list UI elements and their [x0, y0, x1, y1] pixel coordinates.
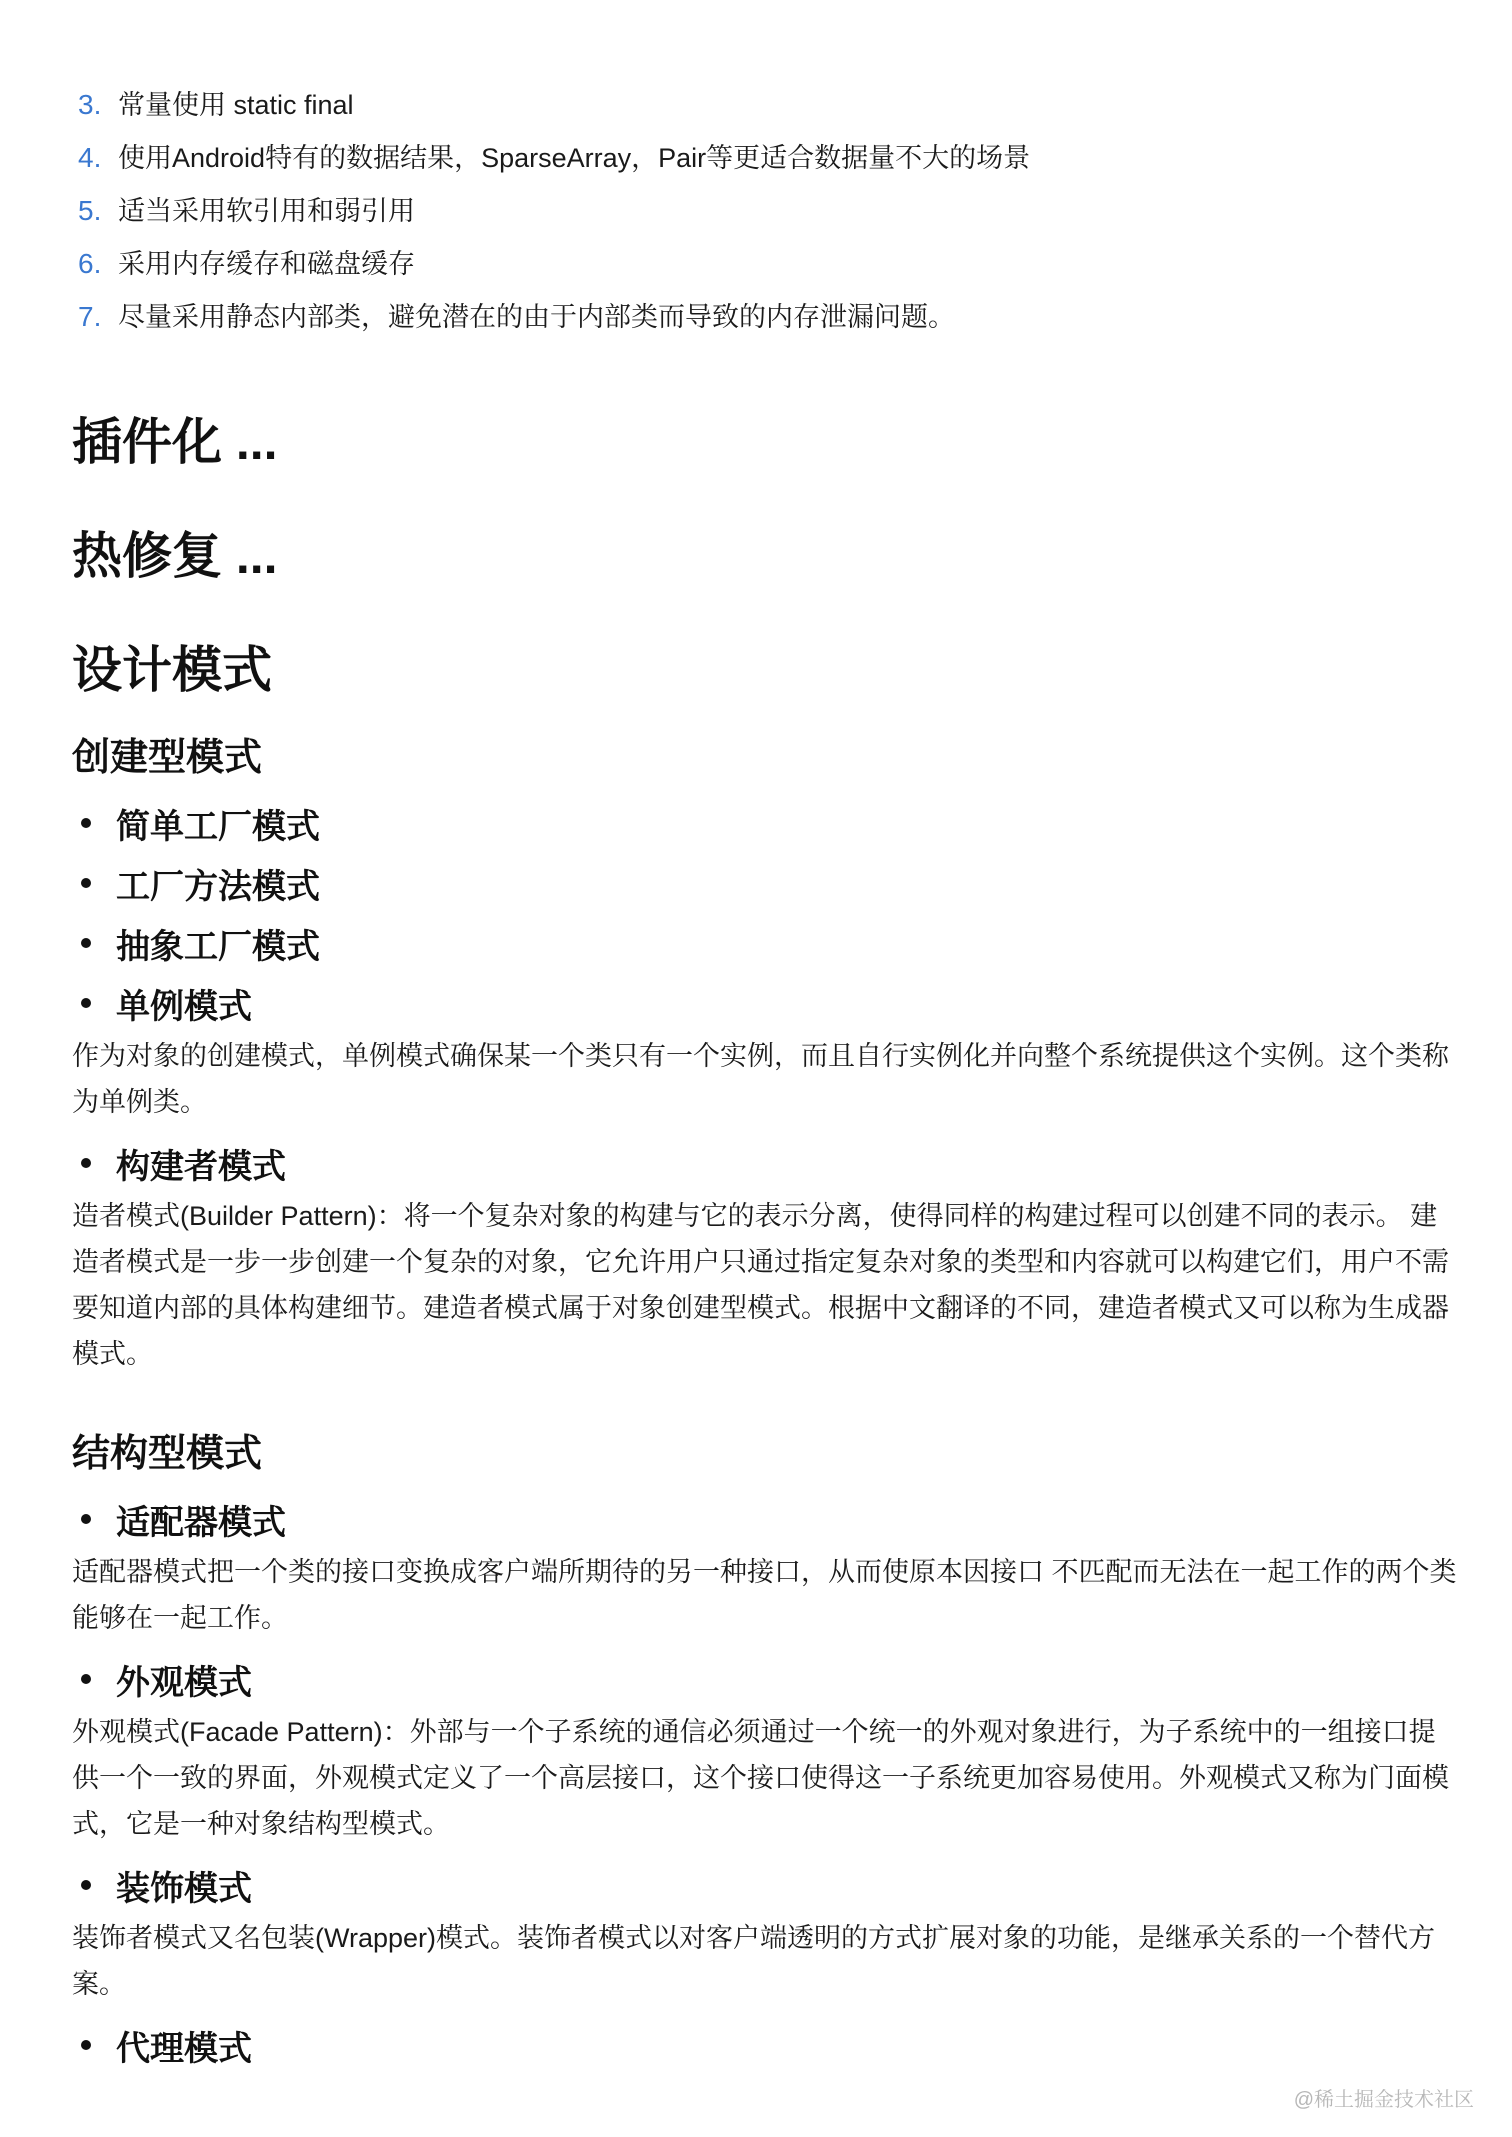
bullet-builder	[72, 1133, 1452, 1193]
list-text: 适当采用软引用和弱引用	[118, 196, 415, 226]
bullet-dot	[81, 818, 91, 828]
bullet-abstract-factory	[72, 913, 1452, 973]
list-item	[72, 184, 1452, 237]
list-text: 采用内存缓存和磁盘缓存	[118, 249, 415, 279]
bullet-simple-factory	[72, 793, 1452, 853]
paragraph-line: 适配器模式把一个类的接口变换成客户端所期待的另一种接口，从而使原本因接口 不匹配而无法在一起工作的两个类	[72, 1557, 1457, 1587]
heading-creational: 创建型模式	[72, 737, 263, 779]
heading-design-patterns: 设计模式	[72, 642, 272, 698]
bullet-singleton	[72, 973, 1452, 1033]
heading-hotfix: 热修复 ...	[72, 528, 278, 584]
paragraph-line: 造者模式是一步一步创建一个复杂的对象，它允许用户只通过指定复杂对象的类型和内容就可以构建它们，用户不需	[72, 1247, 1449, 1277]
ordered-list	[72, 78, 1452, 343]
list-number: 7.	[78, 301, 102, 332]
heading-plugin: 插件化 ...	[72, 414, 278, 470]
bullet-facade	[72, 1649, 1452, 1709]
bullet-dot	[81, 1674, 91, 1684]
bullet-dot	[81, 998, 91, 1008]
bullet-dot	[81, 1514, 91, 1524]
bullet-label: 外观模式	[116, 1663, 252, 1702]
paragraph-builder	[72, 1193, 1452, 1377]
paragraph-line: 外观模式(Facade Pattern)：外部与一个子系统的通信必须通过一个统一的外观对象进行，为子系统中的一组接口提	[72, 1717, 1436, 1747]
bullet-label: 装饰模式	[116, 1869, 252, 1908]
list-item	[72, 78, 1452, 131]
paragraph-line: 作为对象的创建模式，单例模式确保某一个类只有一个实例，而且自行实例化并向整个系统提供这个实例。这个类称	[72, 1041, 1449, 1071]
bullet-label: 构建者模式	[116, 1147, 286, 1186]
paragraph-line: 供一个一致的界面，外观模式定义了一个高层接口，这个接口使得这一子系统更加容易使用。外观模式又称为门面模	[72, 1763, 1449, 1793]
list-item	[72, 131, 1452, 184]
bullet-label: 简单工厂模式	[116, 807, 320, 846]
paragraph-adapter	[72, 1549, 1457, 1641]
bullet-label: 代理模式	[116, 2029, 252, 2068]
list-text: 常量使用 static final	[118, 90, 354, 120]
paragraph-line: 案。	[72, 1969, 126, 1999]
paragraph-line: 式，它是一种对象结构型模式。	[72, 1809, 450, 1839]
heading-structural: 结构型模式	[72, 1433, 263, 1475]
list-item	[72, 237, 1452, 290]
bullet-decorator	[72, 1855, 1452, 1915]
paragraph-line: 模式。	[72, 1339, 153, 1369]
bullet-label: 单例模式	[116, 987, 252, 1026]
bullet-adapter	[72, 1489, 1452, 1549]
list-item	[72, 290, 1452, 343]
list-text: 使用Android特有的数据结果，SparseArray，Pair等更适合数据量不大的场景	[118, 143, 1031, 173]
paragraph-line: 要知道内部的具体构建细节。建造者模式属于对象创建型模式。根据中文翻译的不同，建造者模式又可以称为生成器	[72, 1293, 1449, 1323]
watermark: @稀土掘金技术社区	[1293, 2089, 1474, 2111]
bullet-proxy	[72, 2015, 1452, 2075]
paragraph-decorator	[72, 1915, 1452, 2007]
bullet-label: 工厂方法模式	[116, 867, 320, 906]
document-content	[72, 78, 1457, 2075]
paragraph-line: 造者模式(Builder Pattern)：将一个复杂对象的构建与它的表示分离，使得同样的构建过程可以创建不同的表示。 建	[72, 1201, 1438, 1231]
bullet-dot	[81, 1158, 91, 1168]
list-number: 5.	[78, 195, 102, 226]
list-number: 4.	[78, 142, 102, 173]
paragraph-singleton	[72, 1033, 1452, 1125]
paragraph-line: 装饰者模式又名包装(Wrapper)模式。装饰者模式以对客户端透明的方式扩展对象的功能，是继承关系的一个替代方	[72, 1923, 1436, 1953]
bullet-factory-method	[72, 853, 1452, 913]
list-number: 6.	[78, 248, 102, 279]
paragraph-line: 为单例类。	[72, 1087, 207, 1117]
paragraph-line: 能够在一起工作。	[72, 1603, 288, 1633]
paragraph-facade	[72, 1709, 1452, 1847]
bullet-dot	[81, 2040, 91, 2050]
list-text: 尽量采用静态内部类，避免潜在的由于内部类而导致的内存泄漏问题。	[118, 302, 955, 332]
bullet-label: 抽象工厂模式	[116, 927, 320, 966]
bullet-dot	[81, 938, 91, 948]
bullet-label: 适配器模式	[116, 1503, 286, 1542]
list-number: 3.	[78, 89, 102, 120]
bullet-dot	[81, 878, 91, 888]
bullet-dot	[81, 1880, 91, 1890]
